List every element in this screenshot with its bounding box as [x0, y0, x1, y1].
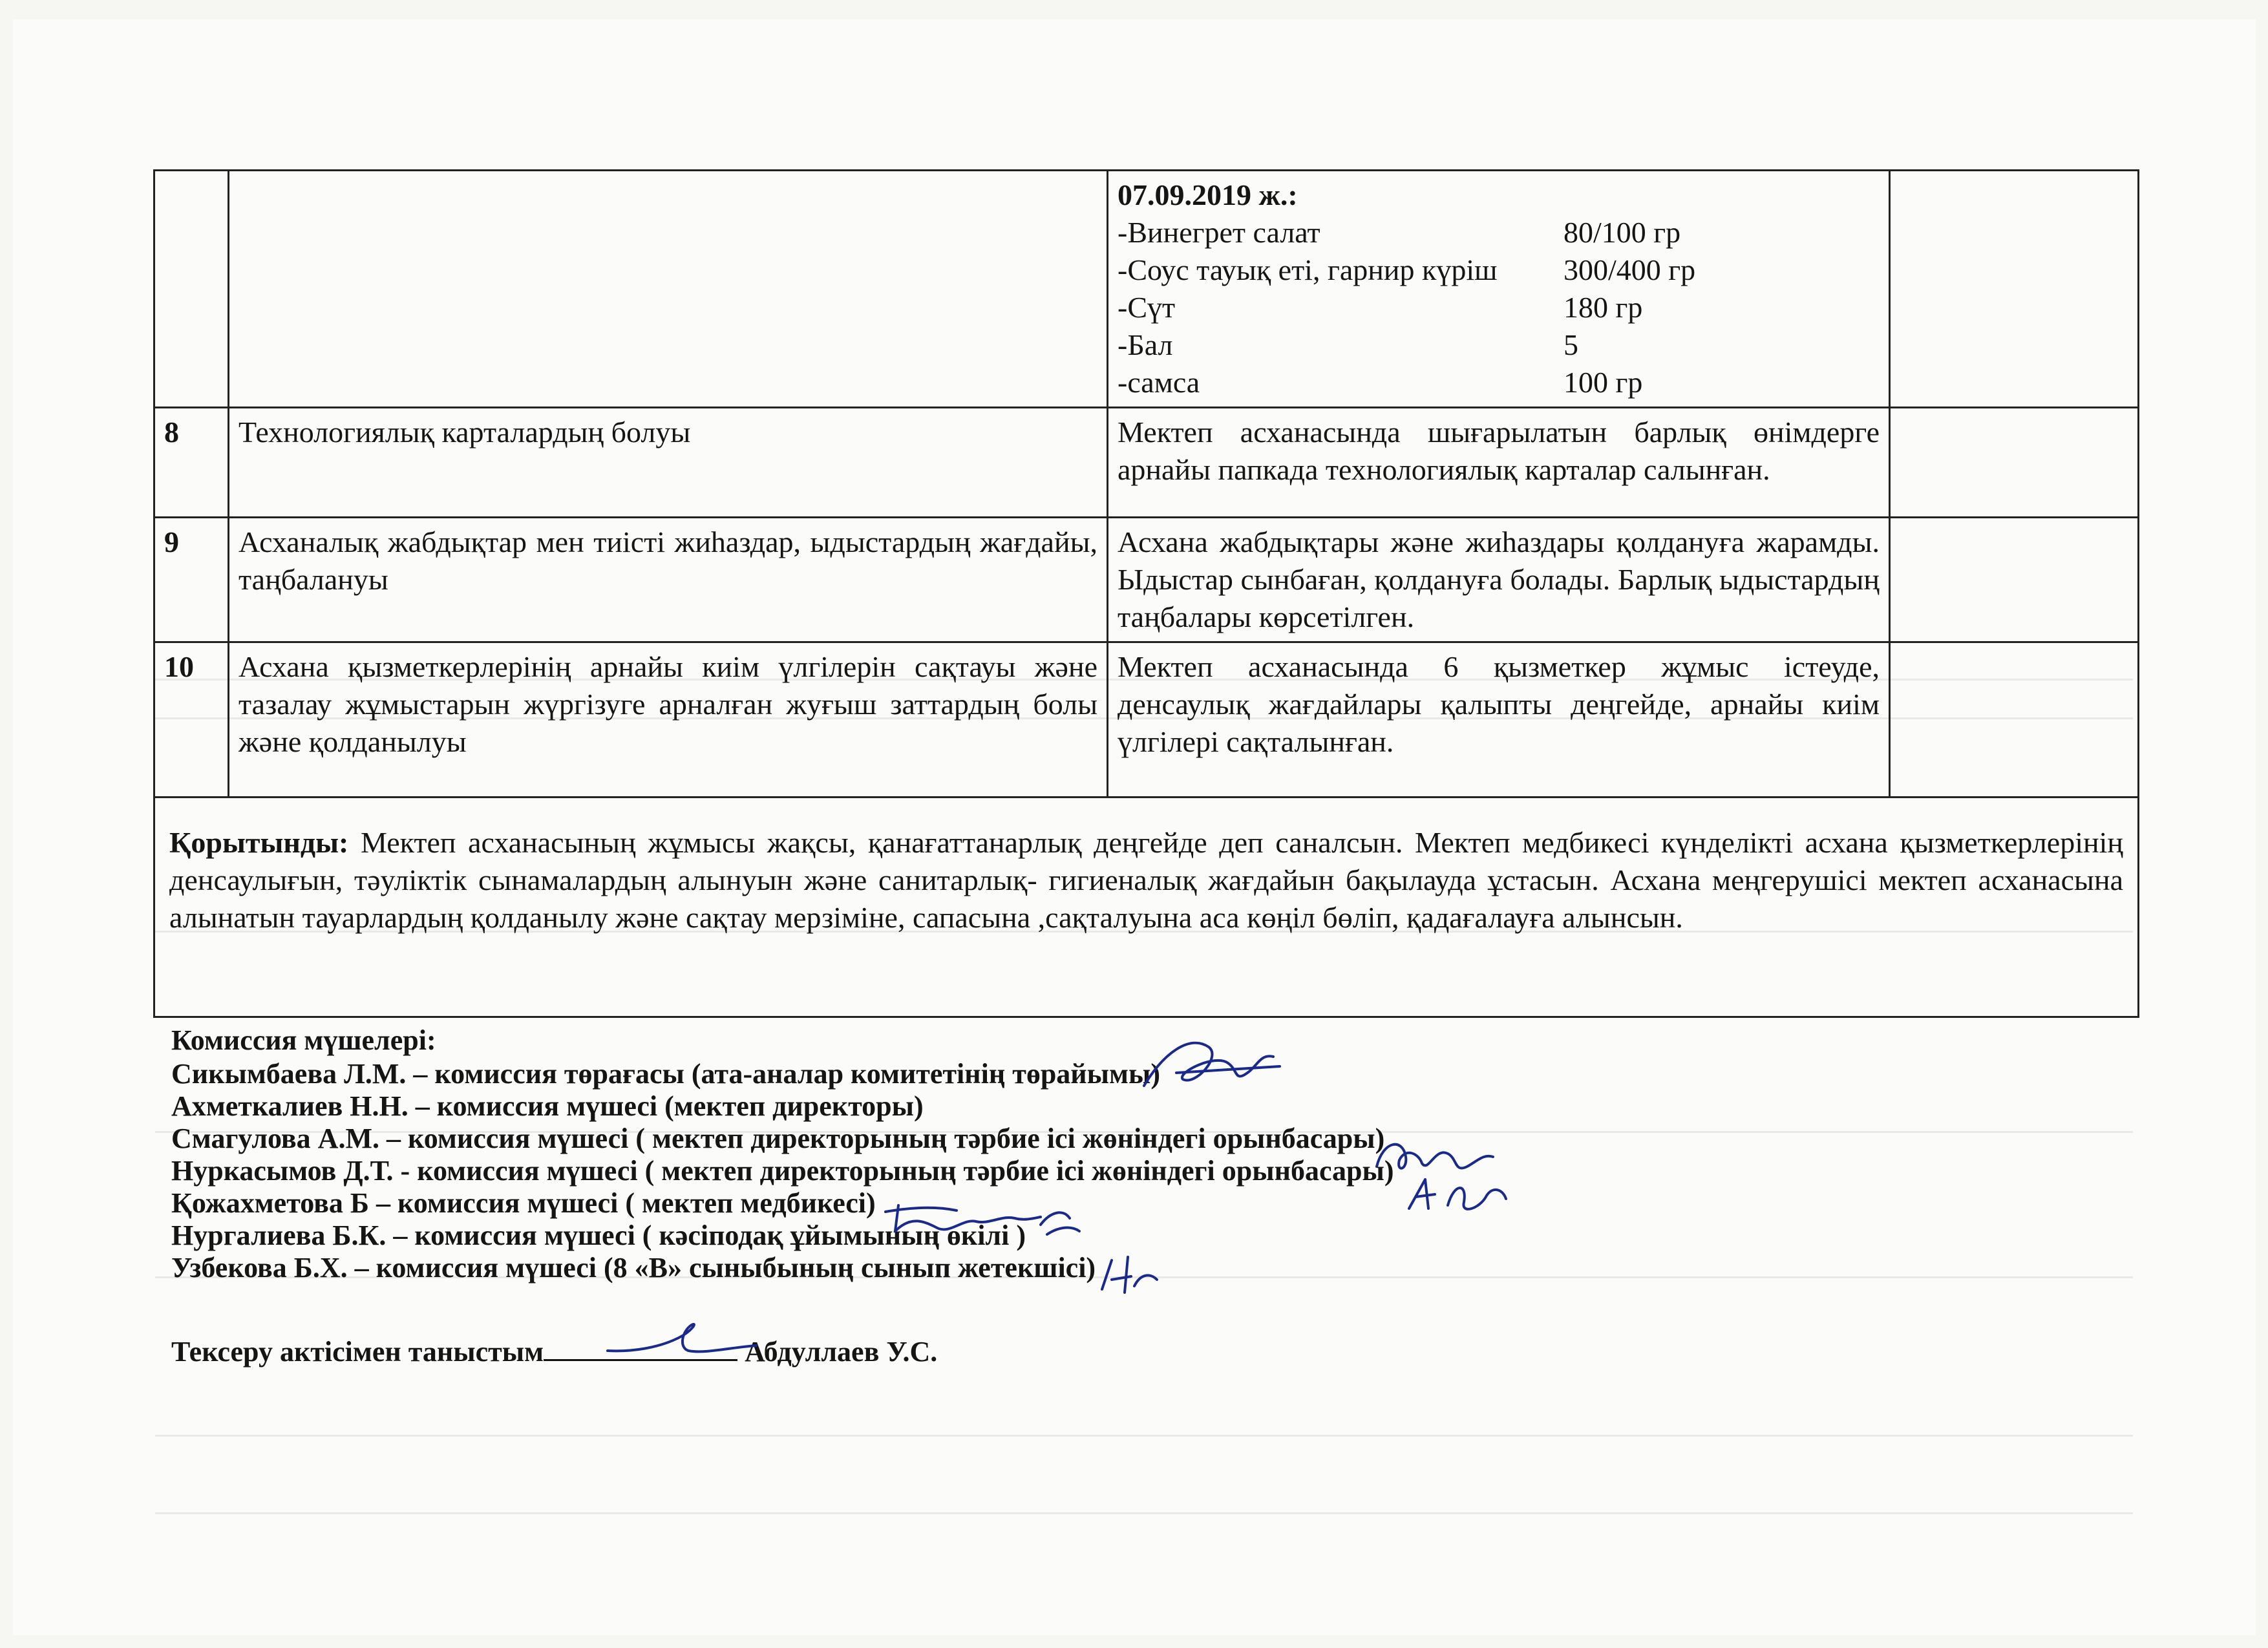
review-line [171, 1335, 937, 1368]
result-cell: Асхана жабдықтары және жиһаздары қолдануға жарамды. Ыдыстар сынбаған, қолдануға болады. Барлық ыдыстардың таңбалары көрсетілген. [1108, 518, 1890, 642]
commission-member: Нуркасымов Д.Т. - комиссия мүшесі ( мектеп директорының тәрбие ісі жөніндегі орынбасары) [171, 1155, 1394, 1187]
notes-cell [1890, 518, 2139, 642]
menu-portion: 300/400 гр [1563, 253, 1696, 286]
review-name: Абдуллаев У.С. [745, 1336, 938, 1368]
result-cell: Мектеп асханасында шығарылатын барлық өнімдерге арнайы папкада технологиялық карталар салынған. [1108, 408, 1890, 518]
menu-dish: -Бал [1118, 328, 1173, 361]
commission-member: Ахметкалиев Н.Н. – комиссия мүшесі (мектеп директоры) [171, 1090, 924, 1122]
menu-portion: 100 гр [1563, 366, 1643, 399]
menu-portion: 180 гр [1563, 291, 1643, 324]
menu-dish: -Соус тауық еті, гарнир күріш [1118, 253, 1498, 286]
signature-6 [1092, 1251, 1163, 1302]
row-number: 10 [154, 642, 229, 798]
commission-member: Сикымбаева Л.М. – комиссия төрағасы (ата-аналар комитетінің төрайымы) [171, 1058, 1160, 1090]
bleed-line [155, 1435, 2133, 1437]
row-number: 8 [154, 408, 229, 518]
notes-cell [1890, 642, 2139, 798]
table-row-menu [154, 171, 2139, 408]
menu-cell [1108, 171, 1890, 408]
review-label: Тексеру актісімен таныстым [171, 1336, 544, 1368]
conclusion-row [154, 798, 2139, 1017]
signature-5 [1034, 1199, 1086, 1251]
menu-date: 07.09.2019 ж.: [1118, 178, 1298, 211]
table-row-8 [154, 408, 2139, 518]
commission-member: Қожахметова Б – комиссия мүшесі ( мектеп медбикесі) [171, 1187, 876, 1219]
commission-member: Узбекова Б.Х. – комиссия мүшесі (8 «В» сыныбының сынып жетекшісі) [171, 1252, 1096, 1284]
signature-4 [879, 1192, 1047, 1244]
row-number: 9 [154, 518, 229, 642]
conclusion-label: Қорытынды: [169, 826, 349, 859]
table-row-9 [154, 518, 2139, 642]
menu-item [1118, 214, 1880, 251]
menu-item [1118, 364, 1880, 401]
menu-portion: 80/100 гр [1563, 216, 1681, 249]
menu-dish: -Винегрет салат [1118, 216, 1320, 249]
criterion-cell [229, 171, 1108, 408]
commission-member: Нургалиева Б.К. – комиссия мүшесі ( кәсіподақ ұйымының өкілі ) [171, 1220, 1026, 1251]
menu-item [1118, 251, 1880, 289]
num-cell [154, 171, 229, 408]
notes-cell [1890, 171, 2139, 408]
menu-portion: 5 [1563, 328, 1578, 361]
menu-item [1118, 326, 1880, 364]
menu-dish: -Сүт [1118, 291, 1176, 324]
bleed-line [155, 1512, 2133, 1514]
criterion-cell: Асханалық жабдықтар мен тиісті жиһаздар, ыдыстардың жағдайы, таңбалануы [229, 518, 1108, 642]
notes-cell [1890, 408, 2139, 518]
signature-3 [1396, 1170, 1512, 1221]
commission-member: Смагулова А.М. – комиссия мүшесі ( мектеп директорының тәрбие ісі жөніндегі орынбасары) [171, 1123, 1385, 1154]
commission-header: Комиссия мүшелері: [171, 1024, 436, 1056]
inspection-table [153, 169, 2139, 1018]
criterion-cell: Технологиялық карталардың болуы [229, 408, 1108, 518]
signature-1 [1138, 1028, 1293, 1105]
menu-item [1118, 289, 1880, 326]
menu-dish: -самса [1118, 366, 1200, 399]
conclusion-cell [154, 798, 2139, 1017]
conclusion-text: Мектеп асханасының жұмысы жақсы, қанағаттанарлық деңгейде деп саналсын. Мектеп медбикесі күнделікті асхана қызметкерлерінің денсаулығын, тәуліктік сынамалардың алынуын және санитарлық- гигиеналық жағдайын бақылауда ұстасын. Асхана меңгерушісі мектеп асханасына алынатын тауарлардың қолданылу және сақтау мерзіміне, сапасына ,сақталуына аса көңіл бөліп, қадағалауға алынсын. [169, 826, 2123, 934]
table-row-10 [154, 642, 2139, 798]
criterion-cell: Асхана қызметкерлерінің арнайы киім үлгілерін сақтауы және тазалау жұмыстарын жүргізуге арналған жуғыш заттардың болы және қолданылуы [229, 642, 1108, 798]
signature-7 [601, 1312, 769, 1364]
result-cell: Мектеп асханасында 6 қызметкер жұмыс істеуде, денсаулық жағдайлары қалыпты деңгейде, арнайы киім үлгілері сақталынған. [1108, 642, 1890, 798]
